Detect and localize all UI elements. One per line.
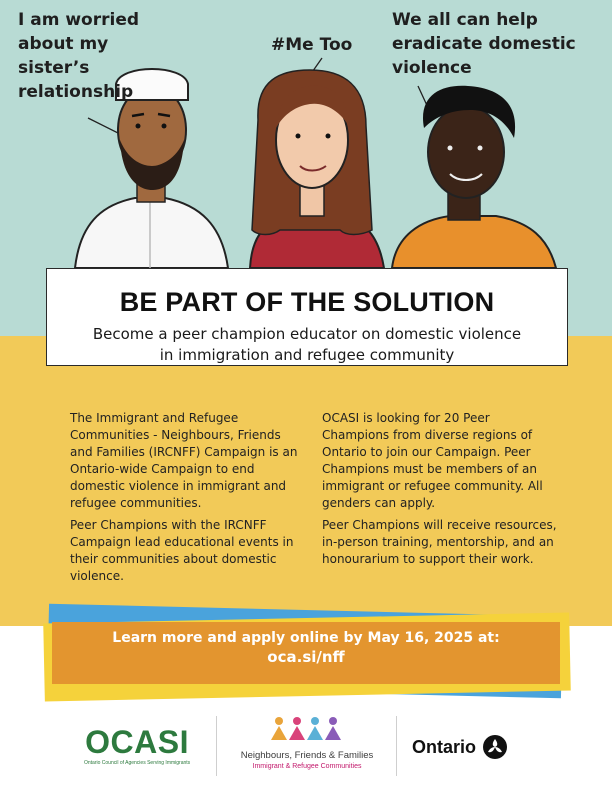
cta-text: Learn more and apply online by May 16, 2025 at: bbox=[112, 630, 500, 646]
body-paragraph: OCASI is looking for 20 Peer Champions from diverse regions of Ontario to join our Campaign. Peer Champions must be members of an immigrant or refugee community. All genders can apply. bbox=[322, 411, 543, 510]
ontario-wordmark: Ontario bbox=[412, 736, 477, 757]
body-paragraph: Peer Champions with the IRCNFF Campaign lead educational events in their communities about domestic violence. bbox=[70, 518, 294, 583]
body-column-left bbox=[70, 410, 305, 590]
headline-subtitle-line2: in immigration and refugee community bbox=[159, 346, 455, 364]
headline-box bbox=[46, 268, 568, 366]
trillium-icon bbox=[482, 734, 508, 760]
people-figures-icon bbox=[267, 716, 347, 742]
cta-banner bbox=[52, 622, 560, 684]
cta-link[interactable]: oca.si/nff bbox=[267, 648, 345, 666]
ontario-logo bbox=[412, 734, 508, 760]
ocasi-wordmark: OCASI bbox=[85, 724, 189, 760]
person-right-figure bbox=[392, 86, 556, 268]
headline-title: BE PART OF THE SOLUTION bbox=[119, 287, 495, 317]
body-paragraph: Peer Champions will receive resources, in-person training, mentorship, and an honourarium to support their work. bbox=[322, 518, 557, 566]
body-paragraph: The Immigrant and Refugee Communities - Neighbours, Friends and Families (IRCNFF) Campaign is an Ontario-wide Campaign to end domestic violence in immigrant and refugee communities. bbox=[70, 411, 298, 510]
headline-subtitle bbox=[47, 324, 567, 366]
body-column-right bbox=[322, 410, 557, 573]
quote-right: We all can help eradicate domestic violence bbox=[392, 10, 576, 78]
partner-logos bbox=[0, 712, 612, 782]
person-middle-figure bbox=[250, 70, 384, 268]
ocasi-logo bbox=[84, 726, 190, 766]
quote-left: I am worried about my sister’s relationship bbox=[18, 10, 140, 102]
headline-subtitle-line1: Become a peer champion educator on domestic violence bbox=[92, 325, 522, 343]
ocasi-tagline: Ontario Council of Agencies Serving Immigrants bbox=[84, 760, 191, 766]
nff-name: Neighbours, Friends & Families bbox=[240, 750, 374, 761]
logo-divider bbox=[216, 716, 217, 776]
logo-divider bbox=[396, 716, 397, 776]
quote-middle: #Me Too bbox=[271, 35, 353, 55]
nff-logo bbox=[222, 716, 392, 770]
nff-subtitle: Immigrant & Refugee Communities bbox=[252, 763, 362, 770]
